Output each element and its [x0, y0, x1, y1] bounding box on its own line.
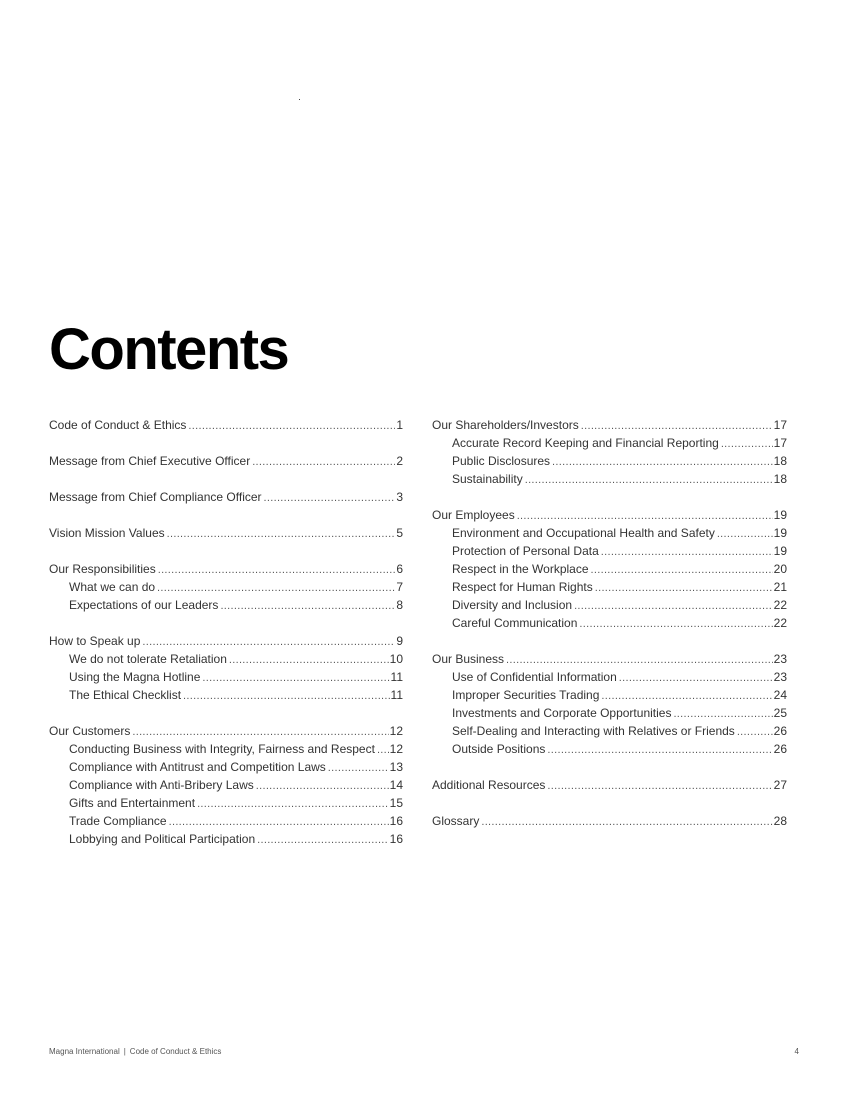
- toc-dot-leader: [197, 795, 389, 813]
- toc-entry-label: Our Customers: [49, 724, 131, 738]
- toc-entry-label: Careful Communication: [452, 616, 578, 630]
- toc-subentry[interactable]: [49, 740, 403, 758]
- toc-entry-label: The Ethical Checklist: [69, 688, 182, 702]
- toc-subentry[interactable]: [432, 434, 787, 452]
- toc-dot-leader: [581, 417, 773, 435]
- toc-dot-leader: [202, 669, 389, 687]
- toc-entry-label: Sustainability: [452, 472, 523, 486]
- toc-entry-page: 10: [389, 652, 403, 666]
- toc-dot-leader: [601, 687, 772, 705]
- toc-entry-page: 2: [396, 454, 403, 468]
- toc-entry-page: 3: [396, 490, 403, 504]
- toc-entry-page: 18: [773, 472, 787, 486]
- toc-entry-page: 7: [396, 580, 403, 594]
- toc-entry-page: 22: [773, 616, 787, 630]
- toc-entry-page: 14: [389, 778, 403, 792]
- toc-entry-label: Protection of Personal Data: [452, 544, 599, 558]
- toc-entry-label: Gifts and Entertainment: [69, 796, 196, 810]
- toc-entry-label: Respect in the Workplace: [452, 562, 589, 576]
- toc-entry-label: Our Employees: [432, 508, 515, 522]
- toc-entry-label: We do not tolerate Retaliation: [69, 652, 227, 666]
- toc-entry-label: Compliance with Antitrust and Competition Laws: [69, 760, 326, 774]
- toc-dot-leader: [619, 669, 773, 687]
- toc-subentry[interactable]: [49, 794, 403, 812]
- toc-dot-leader: [229, 651, 389, 669]
- toc-entry-page: 22: [773, 598, 787, 612]
- toc-dot-leader: [547, 741, 772, 759]
- toc-entry-page: 17: [773, 418, 787, 432]
- toc-dot-leader: [158, 561, 396, 579]
- toc-entry[interactable]: [49, 488, 403, 506]
- toc-entry-label: Trade Compliance: [69, 814, 167, 828]
- toc-entry-label: Lobbying and Political Participation: [69, 832, 256, 846]
- toc-entry-page: 28: [773, 814, 787, 828]
- toc-gap: [49, 434, 403, 452]
- toc-gap: [432, 488, 787, 506]
- toc-entry-page: 6: [396, 562, 403, 576]
- toc-entry-page: 19: [773, 544, 787, 558]
- toc-entry-page: 23: [773, 670, 787, 684]
- toc-gap: [49, 704, 403, 722]
- toc-dot-leader: [552, 453, 773, 471]
- toc-dot-leader: [257, 831, 389, 849]
- toc-subentry[interactable]: [432, 578, 787, 596]
- toc-entry-page: 12: [389, 742, 403, 756]
- toc-subentry[interactable]: [432, 542, 787, 560]
- toc-dot-leader: [574, 597, 773, 615]
- toc-dot-leader: [167, 525, 396, 543]
- toc-entry[interactable]: [432, 776, 787, 794]
- toc-entry-label: Our Shareholders/Investors: [432, 418, 579, 432]
- toc-entry-page: 23: [773, 652, 787, 666]
- toc-entry-label: Code of Conduct & Ethics: [49, 418, 187, 432]
- page-number: 4: [794, 1047, 799, 1056]
- toc-entry-label: Self-Dealing and Interacting with Relatives or Friends: [452, 724, 735, 738]
- toc-gap: [49, 506, 403, 524]
- toc-dot-leader: [717, 525, 773, 543]
- toc-entry-label: Expectations of our Leaders: [69, 598, 219, 612]
- toc-gap: [432, 632, 787, 650]
- toc-entry-page: 26: [773, 724, 787, 738]
- toc-dot-leader: [188, 417, 395, 435]
- toc-entry-label: Investments and Corporate Opportunities: [452, 706, 672, 720]
- toc-entry[interactable]: [49, 416, 403, 434]
- toc-dot-leader: [591, 561, 773, 579]
- toc-subentry[interactable]: [49, 812, 403, 830]
- toc-dot-leader: [673, 705, 772, 723]
- toc-entry-label: Diversity and Inclusion: [452, 598, 573, 612]
- toc-subentry[interactable]: [432, 686, 787, 704]
- toc-dot-leader: [377, 741, 389, 759]
- toc-entry-label: Environment and Occupational Health and Safety: [452, 526, 715, 540]
- toc-entry-label: What we can do: [69, 580, 156, 594]
- toc-dot-leader: [256, 777, 389, 795]
- toc-right-column: [432, 416, 787, 830]
- toc-dot-leader: [157, 579, 395, 597]
- toc-entry-label: Public Disclosures: [452, 454, 551, 468]
- toc-subentry[interactable]: [432, 722, 787, 740]
- toc-entry[interactable]: [432, 416, 787, 434]
- toc-entry-page: 21: [773, 580, 787, 594]
- toc-dot-leader: [579, 615, 772, 633]
- toc-dot-leader: [506, 651, 773, 669]
- footer-separator: |: [123, 1047, 126, 1056]
- toc-entry-page: 15: [389, 796, 403, 810]
- toc-subentry[interactable]: [432, 596, 787, 614]
- toc-entry-label: Compliance with Anti-Bribery Laws: [69, 778, 254, 792]
- toc-entry-page: 16: [389, 814, 403, 828]
- toc-entry-label: Accurate Record Keeping and Financial Reporting: [452, 436, 719, 450]
- toc-entry-page: 18: [773, 454, 787, 468]
- toc-subentry[interactable]: [432, 560, 787, 578]
- toc-entry-page: 12: [389, 724, 403, 738]
- toc-entry-page: 27: [773, 778, 787, 792]
- toc-entry[interactable]: [49, 722, 403, 740]
- page-title: Contents: [49, 317, 289, 382]
- toc-entry-page: 20: [773, 562, 787, 576]
- toc-subentry[interactable]: [432, 704, 787, 722]
- toc-entry-page: 26: [773, 742, 787, 756]
- toc-entry-label: Respect for Human Rights: [452, 580, 593, 594]
- toc-entry-label: Use of Confidential Information: [452, 670, 617, 684]
- toc-gap: [432, 758, 787, 776]
- toc-entry-page: 9: [396, 634, 403, 648]
- toc-entry-label: Our Business: [432, 652, 505, 666]
- toc-dot-leader: [132, 723, 388, 741]
- toc-entry-label: Our Responsibilities: [49, 562, 156, 576]
- footer-document: Code of Conduct & Ethics: [129, 1047, 222, 1056]
- toc-entry-label: Improper Securities Trading: [452, 688, 600, 702]
- toc-entry-page: 19: [773, 508, 787, 522]
- toc-dot-leader: [601, 543, 773, 561]
- toc-dot-leader: [517, 507, 773, 525]
- toc-dot-leader: [721, 435, 773, 453]
- toc-entry-page: 8: [396, 598, 403, 612]
- toc-entry[interactable]: [432, 812, 787, 830]
- toc-entry-label: Message from Chief Executive Officer: [49, 454, 251, 468]
- toc-dot-leader: [547, 777, 772, 795]
- toc-gap: [432, 794, 787, 812]
- toc-dot-leader: [142, 633, 395, 651]
- toc-subentry[interactable]: [432, 668, 787, 686]
- toc-entry-label: Additional Resources: [432, 778, 546, 792]
- toc-dot-leader: [737, 723, 773, 741]
- toc-subentry[interactable]: [49, 578, 403, 596]
- toc-dot-leader: [481, 813, 772, 831]
- toc-entry-page: 25: [773, 706, 787, 720]
- toc-entry-label: Glossary: [432, 814, 480, 828]
- toc-dot-leader: [252, 453, 395, 471]
- toc-entry[interactable]: [432, 506, 787, 524]
- toc-entry-page: 19: [773, 526, 787, 540]
- toc-entry[interactable]: [432, 650, 787, 668]
- toc-entry-label: Vision Mission Values: [49, 526, 165, 540]
- toc-entry-page: 11: [390, 688, 403, 702]
- toc-entry-page: 11: [390, 670, 403, 684]
- toc-gap: [49, 614, 403, 632]
- toc-dot-leader: [525, 471, 773, 489]
- toc-entry-page: 16: [389, 832, 403, 846]
- toc-subentry[interactable]: [49, 830, 403, 848]
- toc-entry-page: 13: [389, 760, 403, 774]
- toc-subentry[interactable]: [49, 776, 403, 794]
- toc-subentry[interactable]: [49, 668, 403, 686]
- toc-entry[interactable]: [49, 524, 403, 542]
- toc-entry[interactable]: [49, 632, 403, 650]
- toc-entry-label: Conducting Business with Integrity, Fairness and Respect: [69, 742, 375, 756]
- toc-subentry[interactable]: [49, 596, 403, 614]
- toc-dot-leader: [264, 489, 396, 507]
- toc-dot-leader: [328, 759, 389, 777]
- toc-gap: [49, 470, 403, 488]
- toc-entry-label: Using the Magna Hotline: [69, 670, 201, 684]
- toc-entry-page: 17: [773, 436, 787, 450]
- toc-entry-label: How to Speak up: [49, 634, 141, 648]
- toc-subentry[interactable]: [49, 650, 403, 668]
- toc-left-column: [49, 416, 403, 848]
- toc-gap: [49, 542, 403, 560]
- stray-dot-mark: [299, 99, 300, 100]
- footer-company: Magna International: [49, 1047, 120, 1056]
- toc-entry-page: 1: [396, 418, 403, 432]
- toc-dot-leader: [220, 597, 395, 615]
- toc-entry[interactable]: [49, 452, 403, 470]
- toc-entry-page: 24: [773, 688, 787, 702]
- toc-entry-page: 5: [396, 526, 403, 540]
- toc-entry-label: Message from Chief Compliance Officer: [49, 490, 262, 504]
- toc-subentry[interactable]: [432, 740, 787, 758]
- toc-dot-leader: [169, 813, 389, 831]
- toc-entry-label: Outside Positions: [452, 742, 546, 756]
- toc-subentry[interactable]: [432, 524, 787, 542]
- footer: [49, 1047, 221, 1056]
- toc-subentry[interactable]: [432, 470, 787, 488]
- toc-subentry[interactable]: [432, 614, 787, 632]
- toc-subentry[interactable]: [49, 758, 403, 776]
- toc-subentry[interactable]: [49, 686, 403, 704]
- toc-subentry[interactable]: [432, 452, 787, 470]
- toc-dot-leader: [595, 579, 773, 597]
- toc-entry[interactable]: [49, 560, 403, 578]
- toc-dot-leader: [183, 687, 389, 705]
